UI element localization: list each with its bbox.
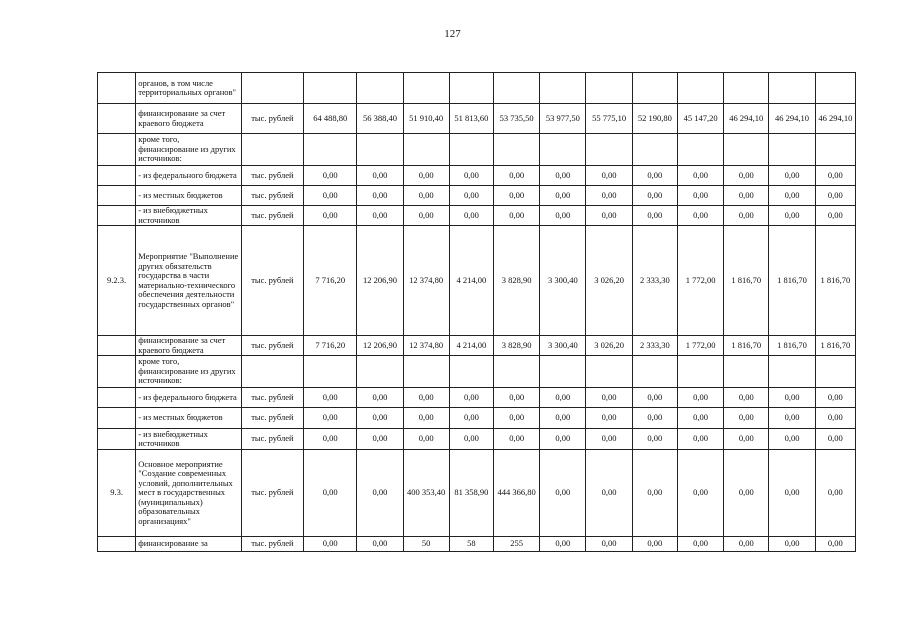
row-index: [98, 206, 136, 226]
row-unit: тыс. рублей: [241, 450, 303, 537]
value-cell: 0,00: [815, 166, 855, 186]
value-cell: 0,00: [632, 186, 677, 206]
value-cell: 0,00: [677, 429, 723, 450]
row-name: финансирование за: [136, 537, 242, 552]
value-cell: 53 977,50: [540, 104, 586, 134]
value-cell: [586, 356, 632, 388]
value-cell: 3 026,20: [586, 336, 632, 356]
value-cell: [769, 134, 815, 166]
value-cell: 2 333,30: [632, 226, 677, 336]
value-cell: 0,00: [632, 429, 677, 450]
value-cell: 0,00: [815, 186, 855, 206]
row-unit: [241, 134, 303, 166]
value-cell: 0,00: [632, 408, 677, 429]
value-cell: 0,00: [586, 429, 632, 450]
row-name: - из федерального бюджета: [136, 388, 242, 408]
value-cell: 0,00: [304, 166, 357, 186]
value-cell: 3 300,40: [540, 336, 586, 356]
value-cell: 1 816,70: [769, 226, 815, 336]
row-index: [98, 104, 136, 134]
value-cell: 0,00: [403, 206, 449, 226]
row-index: [98, 134, 136, 166]
value-cell: 4 214,00: [449, 226, 493, 336]
value-cell: 0,00: [304, 450, 357, 537]
value-cell: 0,00: [357, 537, 403, 552]
row-name: кроме того, финансирование из других источников:: [136, 356, 242, 388]
value-cell: 0,00: [724, 206, 769, 226]
value-cell: 0,00: [586, 450, 632, 537]
row-index: 9.2.3.: [98, 226, 136, 336]
value-cell: 0,00: [540, 429, 586, 450]
value-cell: [449, 134, 493, 166]
value-cell: 0,00: [449, 186, 493, 206]
value-cell: 0,00: [815, 537, 855, 552]
row-name: финансирование за счет краевого бюджета: [136, 336, 242, 356]
value-cell: 0,00: [724, 388, 769, 408]
value-cell: [494, 73, 540, 104]
value-cell: 444 366,80: [494, 450, 540, 537]
value-cell: 0,00: [304, 537, 357, 552]
value-cell: 12 374,80: [403, 226, 449, 336]
row-name: - из местных бюджетов: [136, 186, 242, 206]
value-cell: [540, 134, 586, 166]
value-cell: [769, 73, 815, 104]
value-cell: 52 190,80: [632, 104, 677, 134]
value-cell: 0,00: [357, 186, 403, 206]
value-cell: 53 735,50: [494, 104, 540, 134]
budget-table: [97, 72, 856, 552]
value-cell: 0,00: [449, 388, 493, 408]
table-row: [98, 408, 856, 429]
value-cell: 0,00: [677, 537, 723, 552]
value-cell: [815, 73, 855, 104]
value-cell: [815, 356, 855, 388]
value-cell: [724, 134, 769, 166]
value-cell: [540, 356, 586, 388]
row-unit: [241, 73, 303, 104]
value-cell: 0,00: [357, 166, 403, 186]
value-cell: 58: [449, 537, 493, 552]
value-cell: 0,00: [586, 206, 632, 226]
value-cell: [724, 356, 769, 388]
table-row: [98, 388, 856, 408]
value-cell: 0,00: [769, 429, 815, 450]
row-name: кроме того, финансирование из других источников:: [136, 134, 242, 166]
value-cell: 46 294,10: [815, 104, 855, 134]
value-cell: 12 206,90: [357, 336, 403, 356]
value-cell: 0,00: [357, 408, 403, 429]
value-cell: 12 206,90: [357, 226, 403, 336]
value-cell: 7 716,20: [304, 336, 357, 356]
value-cell: 0,00: [632, 537, 677, 552]
value-cell: 0,00: [403, 166, 449, 186]
value-cell: 0,00: [632, 166, 677, 186]
value-cell: 45 147,20: [677, 104, 723, 134]
value-cell: 0,00: [586, 166, 632, 186]
value-cell: [586, 134, 632, 166]
value-cell: 0,00: [724, 408, 769, 429]
value-cell: 0,00: [586, 408, 632, 429]
value-cell: 0,00: [540, 206, 586, 226]
value-cell: 0,00: [815, 388, 855, 408]
value-cell: 56 388,40: [357, 104, 403, 134]
value-cell: [632, 134, 677, 166]
value-cell: 3 026,20: [586, 226, 632, 336]
value-cell: 0,00: [586, 388, 632, 408]
row-name: финансирование за счет краевого бюджета: [136, 104, 242, 134]
value-cell: 46 294,10: [724, 104, 769, 134]
value-cell: [677, 73, 723, 104]
row-unit: [241, 356, 303, 388]
row-index: [98, 186, 136, 206]
value-cell: [357, 356, 403, 388]
row-unit: тыс. рублей: [241, 408, 303, 429]
value-cell: [449, 356, 493, 388]
value-cell: 0,00: [677, 450, 723, 537]
row-index: [98, 429, 136, 450]
value-cell: 0,00: [403, 408, 449, 429]
value-cell: 0,00: [304, 429, 357, 450]
value-cell: 0,00: [815, 429, 855, 450]
row-index: [98, 166, 136, 186]
table-row: [98, 226, 856, 336]
value-cell: 0,00: [494, 206, 540, 226]
value-cell: [494, 134, 540, 166]
value-cell: [815, 134, 855, 166]
value-cell: 400 353,40: [403, 450, 449, 537]
value-cell: 0,00: [769, 537, 815, 552]
value-cell: 0,00: [540, 186, 586, 206]
value-cell: 0,00: [632, 450, 677, 537]
value-cell: 0,00: [724, 186, 769, 206]
value-cell: [632, 73, 677, 104]
table-row: [98, 336, 856, 356]
value-cell: 0,00: [449, 206, 493, 226]
value-cell: 0,00: [769, 450, 815, 537]
value-cell: 0,00: [304, 186, 357, 206]
value-cell: 0,00: [769, 408, 815, 429]
value-cell: 0,00: [586, 537, 632, 552]
value-cell: 4 214,00: [449, 336, 493, 356]
value-cell: 51 813,60: [449, 104, 493, 134]
row-name: - из внебюджетных источников: [136, 206, 242, 226]
table-row: [98, 356, 856, 388]
value-cell: 0,00: [769, 186, 815, 206]
value-cell: 0,00: [494, 429, 540, 450]
table-row: [98, 73, 856, 104]
value-cell: 64 488,80: [304, 104, 357, 134]
value-cell: 0,00: [357, 450, 403, 537]
row-unit: тыс. рублей: [241, 336, 303, 356]
value-cell: 2 333,30: [632, 336, 677, 356]
value-cell: 0,00: [677, 206, 723, 226]
value-cell: 0,00: [815, 408, 855, 429]
value-cell: 0,00: [677, 186, 723, 206]
value-cell: [357, 73, 403, 104]
value-cell: [304, 73, 357, 104]
table-row: [98, 450, 856, 537]
row-unit: тыс. рублей: [241, 226, 303, 336]
value-cell: 0,00: [304, 408, 357, 429]
value-cell: 0,00: [494, 166, 540, 186]
value-cell: 0,00: [815, 450, 855, 537]
page-number: 127: [444, 28, 461, 40]
table-row: [98, 134, 856, 166]
value-cell: 0,00: [724, 450, 769, 537]
value-cell: [677, 356, 723, 388]
value-cell: 55 775,10: [586, 104, 632, 134]
table-row: [98, 537, 856, 552]
value-cell: 0,00: [677, 388, 723, 408]
row-index: 9.3.: [98, 450, 136, 537]
value-cell: 50: [403, 537, 449, 552]
value-cell: [724, 73, 769, 104]
value-cell: 3 828,90: [494, 226, 540, 336]
row-unit: тыс. рублей: [241, 429, 303, 450]
row-unit: тыс. рублей: [241, 186, 303, 206]
value-cell: 0,00: [540, 537, 586, 552]
value-cell: [449, 73, 493, 104]
value-cell: 0,00: [724, 537, 769, 552]
value-cell: 1 816,70: [815, 336, 855, 356]
value-cell: 81 358,90: [449, 450, 493, 537]
value-cell: 51 910,40: [403, 104, 449, 134]
table-row: [98, 186, 856, 206]
value-cell: 0,00: [494, 388, 540, 408]
table-row: [98, 104, 856, 134]
value-cell: [403, 73, 449, 104]
value-cell: 1 816,70: [724, 226, 769, 336]
row-unit: тыс. рублей: [241, 537, 303, 552]
value-cell: 0,00: [769, 206, 815, 226]
row-name: органов, в том числе территориальных органов": [136, 73, 242, 104]
value-cell: 0,00: [540, 408, 586, 429]
value-cell: 46 294,10: [769, 104, 815, 134]
value-cell: 0,00: [494, 186, 540, 206]
value-cell: 0,00: [632, 388, 677, 408]
value-cell: [540, 73, 586, 104]
table-row: [98, 429, 856, 450]
value-cell: [403, 356, 449, 388]
value-cell: 0,00: [769, 166, 815, 186]
value-cell: 0,00: [540, 388, 586, 408]
row-name: - из внебюджетных источников: [136, 429, 242, 450]
value-cell: [304, 134, 357, 166]
value-cell: [632, 356, 677, 388]
row-index: [98, 356, 136, 388]
value-cell: 0,00: [815, 206, 855, 226]
value-cell: 0,00: [586, 186, 632, 206]
value-cell: 1 772,00: [677, 336, 723, 356]
value-cell: 12 374,80: [403, 336, 449, 356]
row-unit: тыс. рублей: [241, 104, 303, 134]
value-cell: 3 300,40: [540, 226, 586, 336]
value-cell: 0,00: [449, 408, 493, 429]
value-cell: [677, 134, 723, 166]
value-cell: 1 816,70: [769, 336, 815, 356]
row-index: [98, 388, 136, 408]
value-cell: 0,00: [724, 166, 769, 186]
value-cell: 0,00: [677, 166, 723, 186]
row-unit: тыс. рублей: [241, 166, 303, 186]
value-cell: 0,00: [357, 206, 403, 226]
table-row: [98, 206, 856, 226]
value-cell: 0,00: [304, 388, 357, 408]
row-unit: тыс. рублей: [241, 206, 303, 226]
row-index: [98, 408, 136, 429]
row-index: [98, 537, 136, 552]
value-cell: [357, 134, 403, 166]
value-cell: [403, 134, 449, 166]
value-cell: 0,00: [540, 166, 586, 186]
value-cell: 1 772,00: [677, 226, 723, 336]
value-cell: 3 828,90: [494, 336, 540, 356]
value-cell: 0,00: [769, 388, 815, 408]
value-cell: 0,00: [494, 408, 540, 429]
value-cell: [304, 356, 357, 388]
value-cell: 0,00: [403, 429, 449, 450]
row-name: Мероприятие "Выполнение других обязательств государства в части материально-технического обеспечения деятельности государственных органов": [136, 226, 242, 336]
row-index: [98, 73, 136, 104]
value-cell: 255: [494, 537, 540, 552]
value-cell: 0,00: [357, 429, 403, 450]
row-index: [98, 336, 136, 356]
value-cell: 1 816,70: [815, 226, 855, 336]
value-cell: [586, 73, 632, 104]
value-cell: 0,00: [357, 388, 403, 408]
value-cell: 0,00: [403, 186, 449, 206]
table-row: [98, 166, 856, 186]
row-name: Основное мероприятие "Создание современных условий, дополнительных мест в государственных (муниципальных) образовательных организациях": [136, 450, 242, 537]
row-name: - из федерального бюджета: [136, 166, 242, 186]
value-cell: 0,00: [677, 408, 723, 429]
value-cell: [769, 356, 815, 388]
value-cell: 0,00: [632, 206, 677, 226]
value-cell: 0,00: [540, 450, 586, 537]
value-cell: 0,00: [449, 429, 493, 450]
value-cell: [494, 356, 540, 388]
value-cell: 0,00: [449, 166, 493, 186]
value-cell: 0,00: [724, 429, 769, 450]
row-name: - из местных бюджетов: [136, 408, 242, 429]
value-cell: 0,00: [304, 206, 357, 226]
value-cell: 1 816,70: [724, 336, 769, 356]
value-cell: 7 716,20: [304, 226, 357, 336]
value-cell: 0,00: [403, 388, 449, 408]
row-unit: тыс. рублей: [241, 388, 303, 408]
